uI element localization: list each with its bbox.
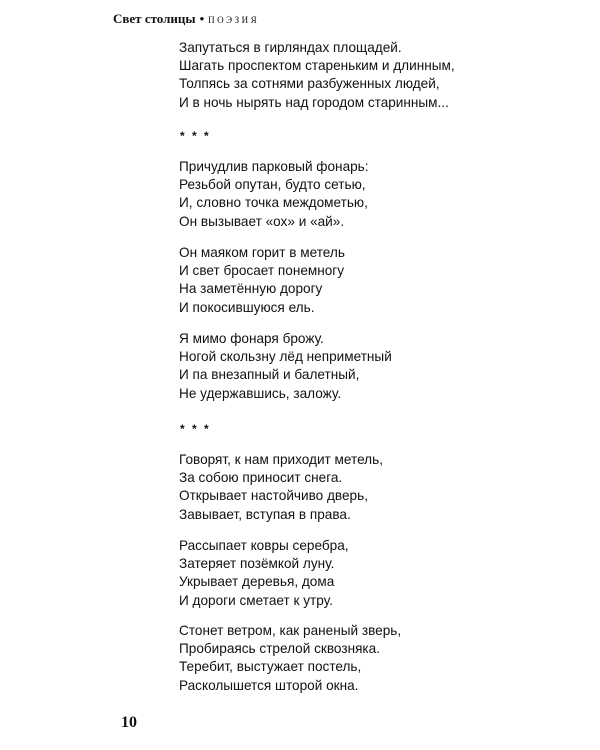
poem-line: Запутаться в гирляндах площадей. [179,40,402,55]
poem-line: Я мимо фонаря брожу. [179,331,324,346]
poem-line: Резьбой опутан, будто сетью, [179,177,366,193]
header-bullet: • [199,11,205,26]
poem-line: Он маяком горит в метель [179,245,345,260]
poem-line: И в ночь нырять над городом старинным... [179,94,449,110]
poem-2-stanza-1 [179,158,369,231]
poem-line: Укрывает деревья, дома [179,574,335,590]
poem-line: Расколышется шторой окна. [179,677,359,693]
poem-2-stanza-3 [179,330,392,403]
page-number: 10 [121,714,137,731]
poem-line: Рассыпает ковры серебра, [179,538,349,553]
poem-line: Говорят, к нам приходит метель, [179,452,383,467]
poem-line: Шагать проспектом стареньким и длинным, [179,58,455,74]
poem-line: Затеряет позёмкой луну. [179,556,335,572]
running-head [113,11,259,27]
poem-line: И покосившуюся ель. [179,299,315,315]
section-name: ПОЭЗИЯ [208,15,260,25]
poem-line: Ногой скользну лёд неприметный [179,349,392,365]
poem-2-stanza-2 [179,244,345,317]
poem-separator: * * * [180,422,211,436]
poem-line: Завывает, вступая в права. [179,506,351,522]
poem-3-stanza-3 [179,622,401,695]
poem-line: И свет бросает понемногу [179,263,345,279]
poem-line: За собою приносит снега. [179,470,343,486]
poem-line: Причудлив парковый фонарь: [179,159,369,174]
poem-1-stanza-1 [179,39,455,112]
poem-line: Теребит, выстужает постель, [179,659,362,675]
poem-line: Стонет ветром, как раненый зверь, [179,623,402,638]
poem-3-stanza-2 [179,537,349,610]
poem-line: И дороги сметает к утру. [179,592,333,608]
poem-line: Он вызывает «ох» и «ай». [179,213,345,229]
poem-separator: * * * [180,129,211,143]
poem-3-stanza-1 [179,451,383,524]
poem-line: Не удержавшись, заложу. [179,385,342,401]
journal-title: Свет столицы [113,11,196,26]
poem-line: И, словно точка междометью, [179,195,368,211]
poem-line: Толпясь за сотнями разбуженных людей, [179,76,440,92]
poem-line: Открывает настойчиво дверь, [179,488,368,504]
poem-line: И па внезапный и балетный, [179,367,360,383]
poem-line: Пробираясь стрелой сквозняка. [179,641,381,657]
poem-line: На заметённую дорогу [179,281,323,297]
